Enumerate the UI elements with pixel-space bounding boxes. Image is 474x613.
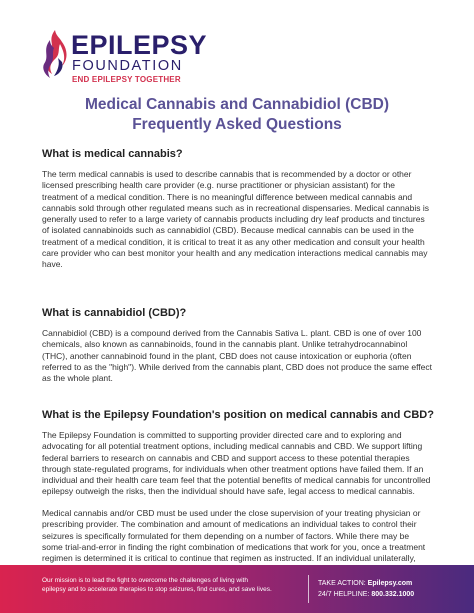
section-heading: What is the Epilepsy Foundation's position on medical cannabis and CBD?: [42, 409, 434, 421]
footer-take-action: [318, 579, 412, 588]
take-action-link[interactable]: Epilepsy.com: [367, 580, 413, 587]
section-paragraph: The Epilepsy Foundation is committed to supporting provider directed care and to exploring and advocating for all potential treatment options, including medical cannabis and CBD. We support lifting federal barriers to research on cannabis and CBD and support access to these potential therapies through state-regulated programs, for individuals when other treatment options have failed them. If an individual and their health care team feel that the potential benefits of medical cannabis for uncontrolled epilepsy outweigh the risks, then the individual should have safe, legal access to medical cannabis.: [42, 430, 431, 497]
logo-tagline: END EPILEPSY TOGETHER: [72, 75, 181, 84]
helpline-label: 24/7 HELPLINE:: [318, 591, 370, 598]
logo-subtitle: FOUNDATION: [72, 58, 183, 74]
section-heading: What is cannabidiol (CBD)?: [42, 307, 187, 319]
footer-banner: [0, 565, 474, 613]
epilepsy-foundation-logo: [38, 28, 208, 84]
footer-helpline: [318, 590, 414, 599]
section-paragraph: Cannabidiol (CBD) is a compound derived from the Cannabis Sativa L. plant. CBD is one of over 100 chemicals, also known as cannabinoids, found in the cannabis plant. Unlike tetrahydrocannabinol (THC), another cannabinoid found in the plant, CBD does not cause intoxication or euphoria (often referred to as the "high"). While derived from the cannabis plant, CBD does not produce the same effect as the whole plant.: [42, 328, 433, 383]
footer-divider: [308, 575, 309, 603]
document-title: Medical Cannabis and Cannabidiol (CBD): [85, 96, 389, 113]
document-subtitle: Frequently Asked Questions: [132, 116, 342, 133]
section-paragraph: Medical cannabis and/or CBD must be used under the close supervision of your treating physician or prescribing provider. The combination and amount of medications an individual takes to control their seizures is specifically formulated for them depending on a number of factors. While there may be some trial-and-error in finding the right combination of medications that work for you, once a treatment regimen is determined it is critical to continue that regimen as instructed. If an individual unilaterally,: [42, 508, 426, 563]
section-paragraph: The term medical cannabis is used to describe cannabis that is recommended by a doctor or other licensed prescribing health care provider (e.g. nurse practitioner or physician assistant) for the treatment of a medical condition. There is no meaningful difference between medical cannabis and cannabis sold through other regulated means such as in recreational dispensaries. Medical cannabis is generally used to refer to a large variety of cannabis products including dry leaf products and tinctures of isolated cannabinoids such as cannabidiol (CBD). Because medical cannabis can be used in the treatment of a medical condition, it is critical to treat it as any other medication and consult your health care provider who can best monitor your health and any medication interactions medical cannabis may have.: [42, 169, 429, 269]
section-heading: What is medical cannabis?: [42, 148, 183, 160]
logo-name: EPILEPSY: [71, 30, 208, 60]
footer-mission: Our mission is to lead the fight to overcome the challenges of living with epilepsy and to accelerate therapies to stop seizures, find cures, and save lives.: [42, 577, 272, 593]
take-action-label: TAKE ACTION:: [318, 580, 366, 587]
flame-logo-icon: [38, 28, 68, 80]
helpline-number[interactable]: 800.332.1000: [371, 591, 415, 598]
